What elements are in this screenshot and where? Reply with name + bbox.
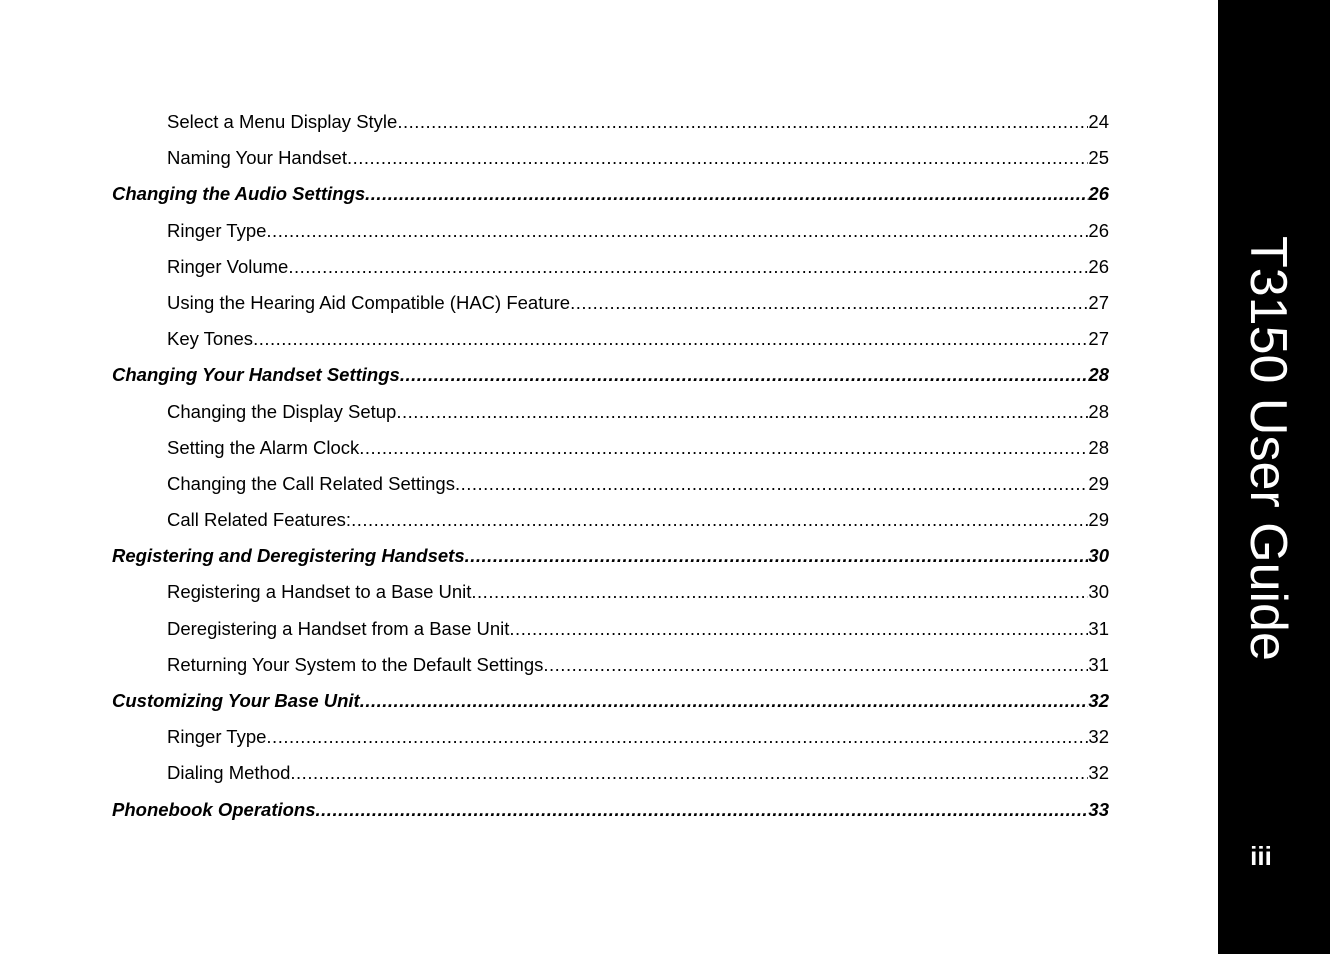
toc-dot-leader — [253, 321, 1088, 357]
toc-dot-leader — [455, 466, 1088, 502]
toc-entry-page: 31 — [1088, 653, 1109, 675]
toc-entry-page: 29 — [1088, 509, 1109, 531]
toc-entry-page: 28 — [1088, 364, 1109, 386]
toc-dot-leader — [288, 249, 1088, 285]
toc-entry-page: 27 — [1088, 291, 1109, 313]
toc-subsection-entry[interactable] — [112, 755, 1109, 791]
toc-subsection-entry[interactable] — [112, 466, 1109, 502]
toc-entry-page: 27 — [1088, 328, 1109, 350]
toc-entry-page: 31 — [1088, 617, 1109, 639]
guide-title: T3150 User Guide — [1239, 236, 1297, 661]
toc-entry-title: Registering and Deregistering Handsets — [112, 545, 465, 567]
toc-entry-page: 30 — [1088, 581, 1109, 603]
toc-entry-title: Deregistering a Handset from a Base Unit — [167, 617, 510, 639]
toc-dot-leader — [266, 213, 1088, 249]
toc-dot-leader — [347, 140, 1088, 176]
toc-section-entry[interactable] — [112, 357, 1109, 393]
table-of-contents — [112, 104, 1109, 828]
toc-entry-page: 28 — [1088, 400, 1109, 422]
toc-subsection-entry[interactable] — [112, 647, 1109, 683]
toc-subsection-entry[interactable] — [112, 321, 1109, 357]
toc-entry-title: Registering a Handset to a Base Unit — [167, 581, 472, 603]
toc-entry-title: Key Tones — [167, 328, 254, 350]
toc-subsection-entry[interactable] — [112, 611, 1109, 647]
toc-entry-page: 25 — [1088, 147, 1109, 169]
toc-dot-leader — [396, 394, 1088, 430]
toc-entry-page: 26 — [1088, 255, 1109, 277]
toc-dot-leader — [365, 176, 1088, 212]
toc-subsection-entry[interactable] — [112, 104, 1109, 140]
toc-dot-leader — [290, 755, 1088, 791]
toc-entry-page: 32 — [1088, 726, 1109, 748]
toc-dot-leader — [351, 502, 1088, 538]
toc-entry-page: 26 — [1088, 219, 1109, 241]
toc-dot-leader — [359, 430, 1088, 466]
toc-entry-title: Changing the Call Related Settings — [167, 472, 455, 494]
toc-subsection-entry[interactable] — [112, 285, 1109, 321]
toc-entry-title: Changing the Audio Settings — [112, 183, 366, 205]
toc-entry-title: Phonebook Operations — [112, 798, 316, 820]
toc-entry-page: 32 — [1088, 690, 1109, 711]
toc-entry-title: Naming Your Handset — [167, 147, 347, 169]
toc-dot-leader — [360, 683, 1089, 719]
toc-subsection-entry[interactable] — [112, 574, 1109, 610]
toc-entry-title: Ringer Volume — [167, 255, 289, 277]
toc-entry-page: 30 — [1088, 545, 1109, 567]
toc-subsection-entry[interactable] — [112, 249, 1109, 285]
toc-entry-title: Using the Hearing Aid Compatible (HAC) Feature — [167, 291, 571, 313]
toc-entry-page: 26 — [1088, 183, 1109, 205]
toc-entry-page: 24 — [1088, 111, 1109, 132]
toc-dot-leader — [400, 357, 1089, 393]
toc-entry-title: Setting the Alarm Clock — [167, 436, 360, 458]
toc-dot-leader — [570, 285, 1088, 321]
toc-entry-title: Dialing Method — [167, 762, 291, 784]
toc-entry-title: Ringer Type — [167, 219, 267, 241]
toc-subsection-entry[interactable] — [112, 394, 1109, 430]
toc-entry-title: Select a Menu Display Style — [167, 111, 398, 132]
toc-dot-leader — [397, 104, 1088, 140]
toc-dot-leader — [465, 538, 1089, 574]
toc-entry-title: Changing Your Handset Settings — [112, 364, 400, 386]
toc-section-entry[interactable] — [112, 538, 1109, 574]
toc-section-entry[interactable] — [112, 176, 1109, 212]
toc-section-entry[interactable] — [112, 683, 1109, 719]
toc-entry-page: 33 — [1088, 798, 1109, 820]
toc-subsection-entry[interactable] — [112, 140, 1109, 176]
toc-entry-title: Call Related Features: — [167, 509, 352, 531]
toc-dot-leader — [266, 719, 1088, 755]
toc-entry-page: 29 — [1088, 472, 1109, 494]
toc-dot-leader — [316, 792, 1089, 828]
toc-dot-leader — [543, 647, 1088, 683]
toc-subsection-entry[interactable] — [112, 719, 1109, 755]
toc-section-entry[interactable] — [112, 792, 1109, 828]
toc-subsection-entry[interactable] — [112, 430, 1109, 466]
toc-entry-page: 28 — [1088, 436, 1109, 458]
page-number: iii — [1250, 841, 1272, 871]
toc-subsection-entry[interactable] — [112, 502, 1109, 538]
toc-entry-title: Changing the Display Setup — [167, 400, 397, 422]
toc-dot-leader — [471, 574, 1088, 610]
toc-entry-title: Customizing Your Base Unit — [112, 690, 360, 711]
toc-entry-page: 32 — [1088, 762, 1109, 784]
toc-subsection-entry[interactable] — [112, 213, 1109, 249]
toc-entry-title: Returning Your System to the Default Settings — [167, 653, 544, 675]
toc-dot-leader — [509, 611, 1088, 647]
toc-entry-title: Ringer Type — [167, 726, 267, 748]
